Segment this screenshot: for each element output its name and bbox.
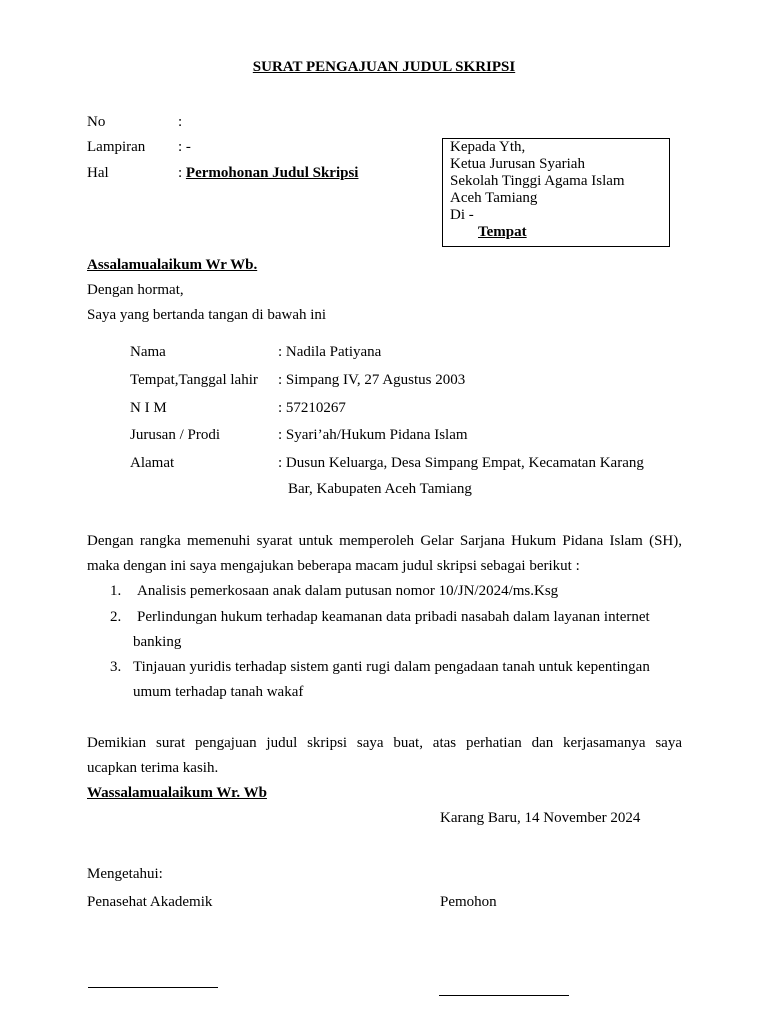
hal-value xyxy=(178,164,358,182)
title-item-2-text-cont: banking xyxy=(133,634,182,650)
title-item-1-number: 1. xyxy=(110,583,122,599)
recipient-line-6: Tempat xyxy=(478,224,527,240)
greeting: Assalamualaikum Wr Wb. xyxy=(87,257,258,273)
identity-value-jurusan: : Syari’ah/Hukum Pidana Islam xyxy=(278,427,468,443)
recipient-line-1: Kepada Yth, xyxy=(450,139,526,155)
recipient-line-3: Sekolah Tinggi Agama Islam xyxy=(450,173,625,189)
identity-value-alamat: : Dusun Keluarga, Desa Simpang Empat, Kecamatan Karang xyxy=(278,455,644,471)
body-paragraph-line-2: maka dengan ini saya mengajukan beberapa macam judul skripsi sebagai berikut : xyxy=(87,558,580,574)
hal-prefix: : xyxy=(178,165,186,181)
acknowledge-label: Mengetahui: xyxy=(87,866,163,882)
signatory-left: Penasehat Akademik xyxy=(87,894,213,910)
no-value: : xyxy=(178,114,183,130)
closing-line-2: ucapkan terima kasih. xyxy=(87,760,219,776)
identity-value-nama: : Nadila Patiyana xyxy=(278,344,382,360)
salutation: Dengan hormat, xyxy=(87,282,184,298)
identity-label-jurusan: Jurusan / Prodi xyxy=(130,427,220,443)
letter-title: SURAT PENGAJUAN JUDUL SKRIPSI xyxy=(252,59,516,75)
signatory-right: Pemohon xyxy=(440,894,497,910)
signature-line-advisor xyxy=(88,987,218,988)
identity-label-alamat: Alamat xyxy=(130,455,175,471)
lampiran-label: Lampiran xyxy=(87,139,146,155)
recipient-line-4: Aceh Tamiang xyxy=(450,190,538,206)
identity-value-alamat-cont: Bar, Kabupaten Aceh Tamiang xyxy=(288,481,472,497)
hal-subject: Permohonan Judul Skripsi xyxy=(185,165,359,181)
title-item-3-text: Tinjauan yuridis terhadap sistem ganti rugi dalam pengadaan tanah untuk kepentingan xyxy=(133,659,650,675)
identity-label-ttl: Tempat,Tanggal lahir xyxy=(130,372,258,388)
title-item-2-text: Perlindungan hukum terhadap keamanan data pribadi nasabah dalam layanan internet xyxy=(137,609,650,625)
place-date: Karang Baru, 14 November 2024 xyxy=(440,810,641,826)
signature-line-applicant xyxy=(439,995,569,996)
identity-value-ttl: : Simpang IV, 27 Agustus 2003 xyxy=(278,372,466,388)
title-item-3-number: 3. xyxy=(110,659,122,675)
body-paragraph-line-1: Dengan rangka memenuhi syarat untuk memperoleh Gelar Sarjana Hukum Pidana Islam (SH), xyxy=(87,533,682,549)
lampiran-value: : - xyxy=(178,139,191,155)
recipient-line-2: Ketua Jurusan Syariah xyxy=(450,156,585,172)
identity-label-nim: N I M xyxy=(130,400,167,416)
hal-label: Hal xyxy=(87,165,109,181)
closing-line-1: Demikian surat pengajuan judul skripsi saya buat, atas perhatian dan kerjasamanya saya xyxy=(87,735,682,751)
title-item-2-number: 2. xyxy=(110,609,122,625)
title-item-3-text-cont: umum terhadap tanah wakaf xyxy=(133,684,304,700)
title-item-1-text: Analisis pemerkosaan anak dalam putusan nomor 10/JN/2024/ms.Ksg xyxy=(137,583,559,599)
intro-text: Saya yang bertanda tangan di bawah ini xyxy=(87,307,327,323)
recipient-line-5: Di - xyxy=(450,207,474,223)
recipient-box xyxy=(442,138,670,247)
no-label: No xyxy=(87,114,106,130)
identity-label-nama: Nama xyxy=(130,344,166,360)
farewell: Wassalamualaikum Wr. Wb xyxy=(87,785,267,801)
identity-value-nim: : 57210267 xyxy=(278,400,346,416)
